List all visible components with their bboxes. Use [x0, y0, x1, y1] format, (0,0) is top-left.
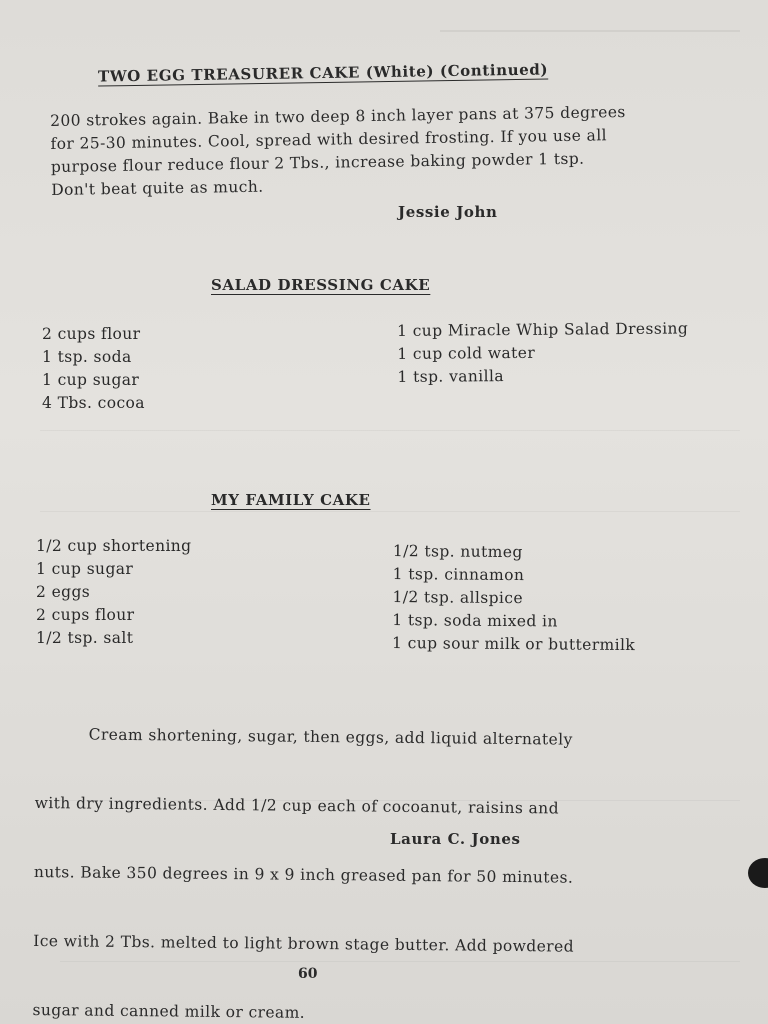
- instruction-line: Don't beat quite as much.: [51, 177, 264, 199]
- recipe-title-my-family-cake: MY FAMILY CAKE: [211, 491, 371, 509]
- ingredient-item: 1 cup sugar: [42, 371, 140, 389]
- recipe-instructions-two-egg: [50, 101, 627, 202]
- binder-hole: [748, 858, 768, 888]
- ingredients-left-my-family: [36, 535, 192, 650]
- ingredient-item: 4 Tbs. cocoa: [42, 394, 145, 412]
- show-through-texture: [440, 30, 740, 42]
- ingredient-item: 1 tsp. soda: [42, 348, 132, 366]
- ingredients-right-salad-dressing: [397, 317, 689, 389]
- recipe-title-salad-dressing-cake: SALAD DRESSING CAKE: [211, 276, 431, 294]
- instruction-line: Cream shortening, sugar, then eggs, add liquid alternately: [35, 724, 573, 749]
- ingredient-item: 1/2 tsp. nutmeg: [392, 541, 523, 562]
- ingredient-item: 1 cup sugar: [36, 560, 134, 578]
- instruction-line: nuts. Bake 350 degrees in 9 x 9 inch greased pan for 50 minutes.: [33, 862, 574, 887]
- show-through-texture: [40, 430, 740, 512]
- ingredient-item: 1 cup cold water: [397, 343, 536, 363]
- ingredient-item: 1 tsp. soda mixed in: [392, 610, 558, 631]
- recipe-author-jessie-john: Jessie John: [398, 203, 498, 221]
- instruction-line: 200 strokes again. Bake in two deep 8 inch layer pans at 375 degrees: [50, 102, 626, 130]
- instruction-line: Ice with 2 Tbs. melted to light brown stage butter. Add powdered: [33, 931, 575, 956]
- ingredient-item: 2 cups flour: [42, 325, 141, 343]
- ingredient-item: 1 tsp. cinnamon: [392, 564, 525, 585]
- ingredient-item: 1/2 cup shortening: [36, 537, 192, 555]
- ingredient-item: 2 cups flour: [36, 606, 135, 624]
- page-number: 60: [298, 966, 318, 982]
- ingredient-item: 1 tsp. vanilla: [397, 367, 505, 386]
- instruction-line: for 25-30 minutes. Cool, spread with desired frosting. If you use all: [50, 126, 608, 153]
- instruction-line: purpose flour reduce flour 2 Tbs., increase baking powder 1 tsp.: [50, 149, 585, 176]
- recipe-title-two-egg-treasurer-cake: TWO EGG TREASURER CAKE (White) (Continued): [97, 60, 549, 86]
- ingredient-item: 1 cup sour milk or buttermilk: [392, 633, 636, 655]
- ingredient-item: 1/2 tsp. salt: [36, 629, 134, 647]
- instruction-line: sugar and canned milk or cream.: [32, 1000, 306, 1022]
- ingredients-left-salad-dressing: [42, 323, 145, 415]
- ingredient-item: 1/2 tsp. allspice: [392, 587, 524, 608]
- ingredient-item: 2 eggs: [36, 583, 91, 601]
- instruction-line: with dry ingredients. Add 1/2 cup each of cocoanut, raisins and: [34, 793, 560, 818]
- ingredient-item: 1 cup Miracle Whip Salad Dressing: [397, 319, 689, 340]
- ingredients-right-my-family: [392, 540, 636, 657]
- recipe-author-laura-c-jones: Laura C. Jones: [390, 830, 521, 848]
